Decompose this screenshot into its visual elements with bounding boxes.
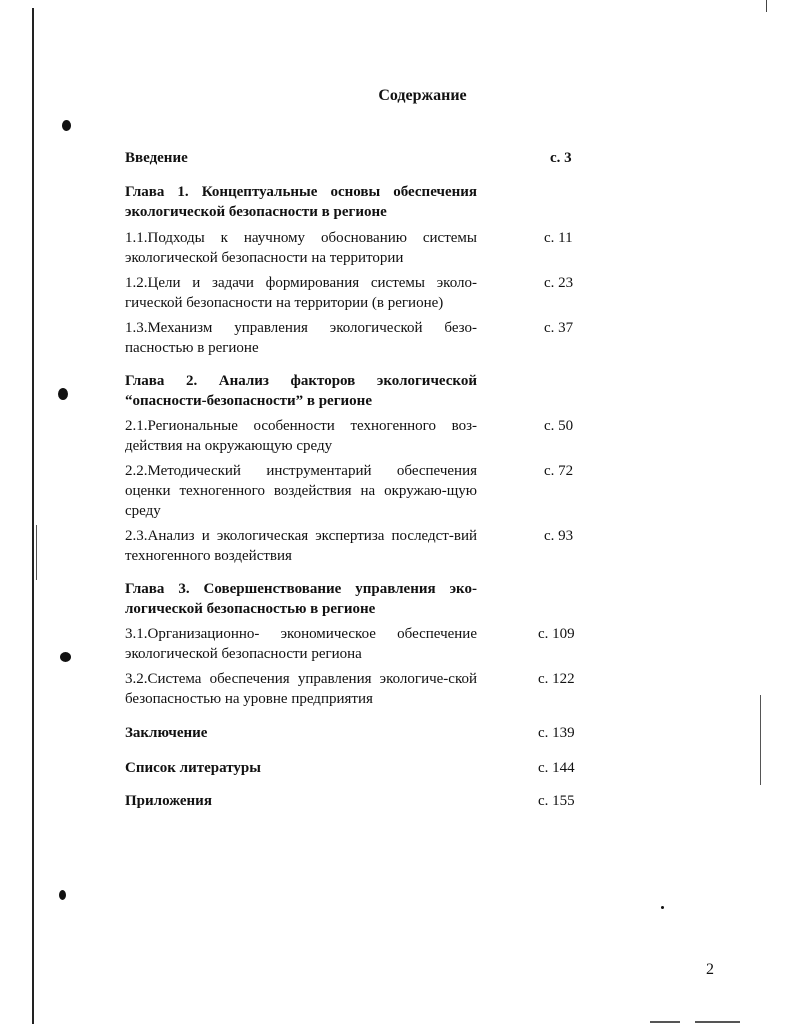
- scan-speck: [650, 1021, 680, 1023]
- toc-entry: [125, 791, 585, 811]
- toc-chapter-heading: [125, 182, 585, 222]
- toc-entry-title: Введение: [125, 150, 188, 166]
- toc-entry: [125, 416, 585, 456]
- toc-entry: [125, 526, 585, 566]
- toc-entry-title: 2.2.Методический инструментарий обеспечения оценки техногенного воздействия на окружаю-щую среду: [125, 463, 477, 519]
- toc-entry: [125, 723, 585, 743]
- toc-entry-title: Глава 2. Анализ факторов экологической “опасности-безопасности” в регионе: [125, 373, 477, 409]
- toc-entry-page: с. 37: [544, 320, 574, 336]
- toc-entry-title: Заключение: [125, 725, 208, 741]
- toc-entry-title: Список литературы: [125, 760, 261, 776]
- toc-entry-title: 1.3.Механизм управления экологической безо-пасностью в регионе: [125, 320, 477, 356]
- scan-margin-line: [32, 8, 34, 1024]
- toc-entry-page: с. 109: [538, 626, 575, 642]
- toc-entry-title: 3.2.Система обеспечения управления экологиче-ской безопасностью на уровне предприятия: [125, 671, 477, 707]
- toc-entry: [125, 669, 585, 709]
- toc-entry-title: Приложения: [125, 793, 212, 809]
- scan-blot: [58, 388, 68, 400]
- toc-entry-page: с. 139: [538, 725, 575, 741]
- page-number: 2: [706, 961, 714, 978]
- toc-entry-title: 1.1.Подходы к научному обоснованию системы экологической безопасности на территории: [125, 230, 477, 266]
- toc-entry: [125, 758, 585, 778]
- scan-speck: [760, 695, 761, 785]
- toc-entry-page: с. 50: [544, 418, 574, 434]
- toc-chapter-heading: [125, 579, 585, 619]
- toc-entry: [125, 461, 585, 521]
- scan-speck: [661, 906, 664, 909]
- toc-entry: [125, 318, 585, 358]
- toc-entry-title: Глава 3. Совершенствование управления эко-логической безопасностью в регионе: [125, 581, 477, 617]
- toc-entry-page: с. 144: [538, 760, 575, 776]
- toc-entry-title: 2.3.Анализ и экологическая экспертиза последст-вий техногенного воздействия: [125, 528, 477, 564]
- toc-entry-page: с. 72: [544, 463, 574, 479]
- toc-chapter-heading: [125, 371, 585, 411]
- page-title: Содержание: [378, 87, 467, 104]
- scan-blot: [59, 890, 66, 900]
- toc-entry: [125, 273, 585, 313]
- toc-entry-title: 3.1.Организационно- экономическое обеспечение экологической безопасности региона: [125, 626, 477, 662]
- toc-entry: [125, 228, 585, 268]
- toc-entry-title: 2.1.Региональные особенности техногенного воз-действия на окружающую среду: [125, 418, 477, 454]
- scan-edge-mark: [766, 0, 767, 12]
- toc-entry-title: Глава 1. Концептуальные основы обеспечения экологической безопасности в регионе: [125, 184, 477, 220]
- scan-speck: [36, 525, 37, 580]
- toc-entry-page: с. 11: [544, 230, 573, 246]
- toc-entry-page: с. 93: [544, 528, 574, 544]
- toc-entry-page: с. 23: [544, 275, 574, 291]
- toc-entry: [125, 624, 585, 664]
- toc-entry-page: с. 155: [538, 793, 575, 809]
- toc-entry-page: с. 122: [538, 671, 575, 687]
- scan-blot: [60, 652, 71, 662]
- toc-entry-title: 1.2.Цели и задачи формирования системы эколо-гической безопасности на территории (в регионе): [125, 275, 477, 311]
- scan-blot: [62, 120, 71, 131]
- toc-entry-page: с. 3: [550, 150, 572, 166]
- toc-entry: [125, 148, 585, 168]
- scan-speck: [695, 1021, 740, 1023]
